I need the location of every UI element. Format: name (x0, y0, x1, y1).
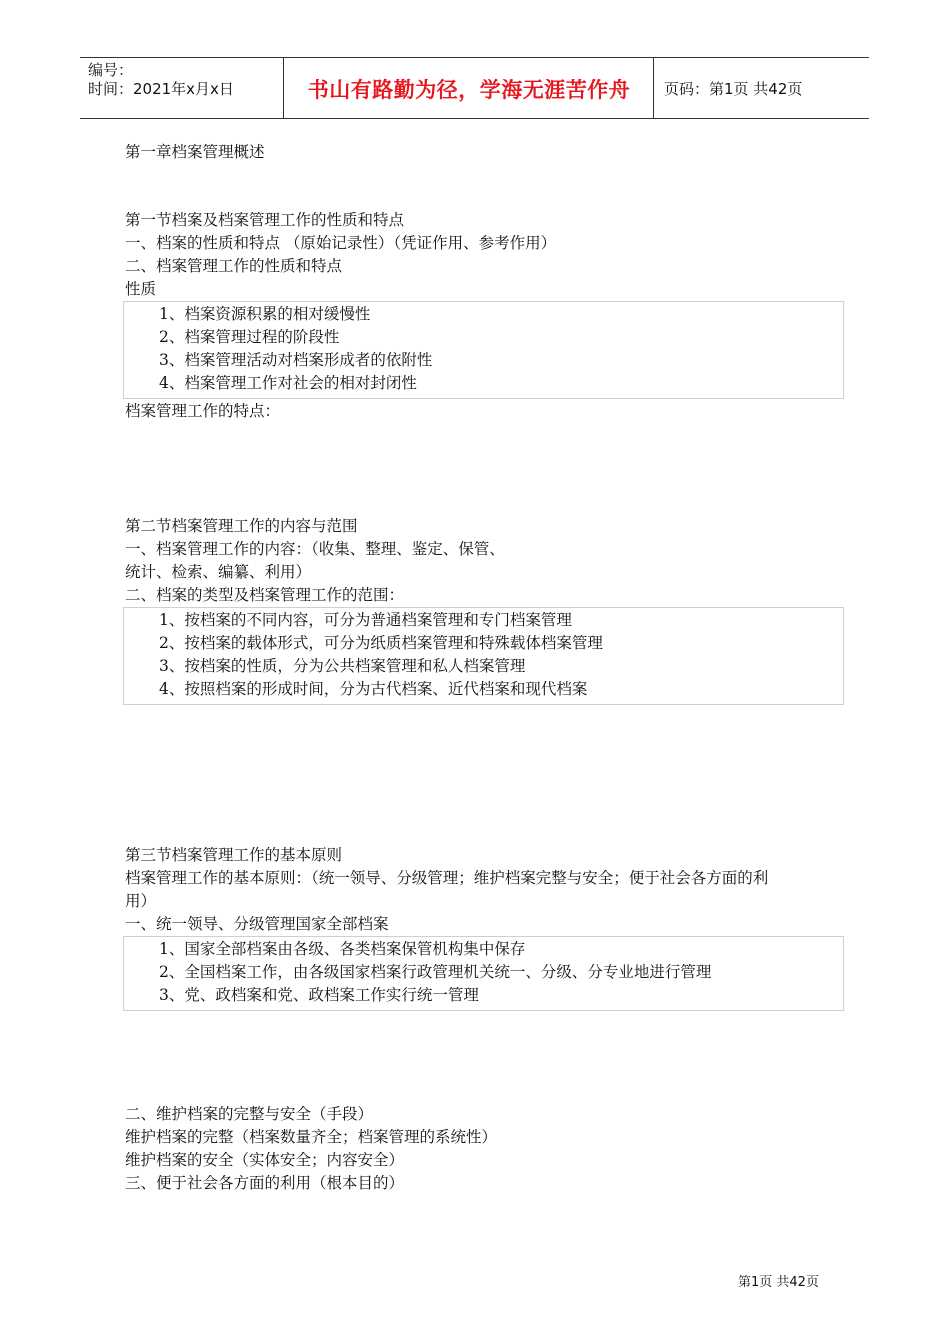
section-3-line: 三、便于社会各方面的利用（根本目的） (125, 1174, 405, 1192)
section-1-line: 一、档案的性质和特点 （原始记录性）（凭证作用、参考作用） (125, 234, 557, 252)
header-motto: 书山有路勤为径，学海无涯苦作舟 (307, 78, 631, 102)
section-1-line: 二、档案管理工作的性质和特点 (125, 257, 343, 275)
page-footer: 第1页 共42页 (738, 1275, 819, 1290)
list-item: 3、档案管理活动对档案形成者的依附性 (159, 351, 433, 369)
list-item: 1、档案资源积累的相对缓慢性 (159, 305, 371, 323)
section-3-line: 一、统一领导、分级管理国家全部档案 (125, 915, 389, 933)
section-3-title: 第三节档案管理工作的基本原则 (125, 846, 343, 864)
section-2-line: 一、档案管理工作的内容：（收集、整理、鉴定、保管、 (125, 540, 505, 558)
section-2-line: 二、档案的类型及档案管理工作的范围： (125, 586, 405, 604)
header-meta (88, 61, 283, 99)
list-item: 2、全国档案工作，由各级国家档案行政管理机关统一、分级、分专业地进行管理 (159, 963, 712, 981)
document-number-label: 编号： (88, 61, 134, 79)
list-item: 3、党、政档案和党、政档案工作实行统一管理 (159, 986, 479, 1004)
header-divider (653, 58, 654, 118)
list-item: 4、档案管理工作对社会的相对封闭性 (159, 374, 417, 392)
list-item: 4、按照档案的形成时间，分为古代档案、近代档案和现代档案 (159, 680, 588, 698)
header-page-number: 页码：第1页 共42页 (664, 80, 803, 98)
list-item: 3、按档案的性质，分为公共档案管理和私人档案管理 (159, 657, 526, 675)
section-3-line: 档案管理工作的基本原则：（统一领导、分级管理；维护档案完整与安全；便于社会各方面的利 (125, 869, 769, 887)
section-2-line: 统计、检索、编纂、利用） (125, 563, 312, 581)
list-item: 1、国家全部档案由各级、各类档案保管机构集中保存 (159, 940, 526, 958)
list-item: 2、按档案的载体形式，可分为纸质档案管理和特殊载体档案管理 (159, 634, 603, 652)
section-1-line: 档案管理工作的特点： (125, 402, 281, 420)
section-3-line: 维护档案的安全（实体安全；内容安全） (125, 1151, 405, 1169)
section-3-list-box (123, 936, 844, 1011)
document-time-label: 时间：2021年x月x日 (88, 80, 234, 98)
section-3-line: 维护档案的完整（档案数量齐全；档案管理的系统性） (125, 1128, 498, 1146)
section-3-line: 用） (125, 892, 157, 910)
list-item: 2、档案管理过程的阶段性 (159, 328, 340, 346)
chapter-title: 第一章档案管理概述 (125, 143, 265, 161)
section-2-title: 第二节档案管理工作的内容与范围 (125, 517, 358, 535)
section-1-list-box (123, 301, 844, 399)
list-item: 1、按档案的不同内容，可分为普通档案管理和专门档案管理 (159, 611, 572, 629)
section-1-line: 性质 (125, 280, 157, 298)
section-2-list-box (123, 607, 844, 705)
header-divider (283, 58, 284, 118)
section-3-line: 二、维护档案的完整与安全（手段） (125, 1105, 374, 1123)
section-1-title: 第一节档案及档案管理工作的性质和特点 (125, 211, 405, 229)
page-header (80, 57, 869, 119)
